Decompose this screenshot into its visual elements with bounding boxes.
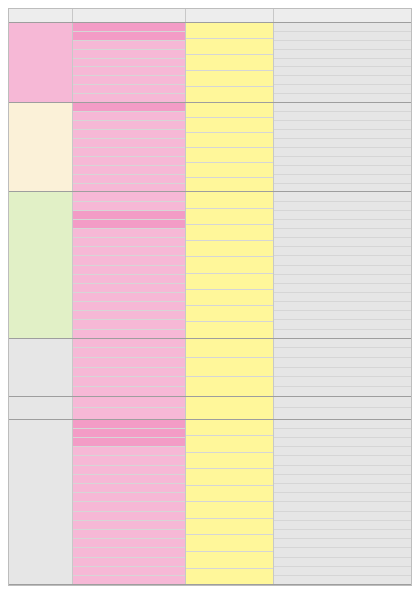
city-vote-cell [186, 358, 273, 377]
next-steps-cell [274, 41, 411, 50]
working-group-cell [73, 130, 185, 139]
working-group-cell [73, 576, 185, 584]
city-vote-cell [186, 469, 273, 486]
working-group-cell [73, 330, 185, 338]
next-steps-cell [274, 112, 411, 121]
working-group-cell [73, 275, 185, 284]
working-group-cell [73, 311, 185, 320]
next-steps-cell [274, 567, 411, 576]
working-group-cell [73, 112, 185, 121]
working-group-cell [73, 456, 185, 465]
table-section [9, 397, 411, 420]
city-vote-cell [186, 519, 273, 536]
working-group-cell [73, 475, 185, 484]
city-vote-cell [186, 55, 273, 71]
working-group-column [73, 23, 186, 102]
city-vote-cell [186, 322, 273, 337]
section-label [9, 420, 72, 424]
next-steps-cell [274, 211, 411, 220]
city-vote-cell [186, 420, 273, 437]
next-steps-cell [274, 466, 411, 475]
city-vote-cell [186, 39, 273, 55]
table-body [9, 23, 411, 585]
next-steps-cell [274, 50, 411, 59]
working-group-cell [73, 192, 185, 201]
next-steps-cell [274, 358, 411, 368]
next-steps-column [274, 23, 411, 102]
next-steps-cell [274, 148, 411, 157]
next-steps-cell [274, 521, 411, 530]
working-group-cell [73, 466, 185, 475]
city-vote-cell [186, 569, 273, 584]
working-group-cell [73, 85, 185, 94]
next-steps-cell [274, 429, 411, 438]
working-group-cell [73, 175, 185, 184]
working-group-cell [73, 348, 185, 358]
next-steps-cell [274, 121, 411, 130]
working-group-cell [73, 256, 185, 265]
working-group-cell [73, 32, 185, 41]
section-label-cell [9, 397, 73, 419]
table-section [9, 23, 411, 103]
next-steps-cell [274, 23, 411, 32]
table-section [9, 192, 411, 338]
table-section [9, 339, 411, 397]
next-steps-column [274, 397, 411, 419]
working-group-cell [73, 211, 185, 220]
working-group-cell [73, 502, 185, 511]
working-group-cell [73, 76, 185, 85]
city-vote-cell [186, 23, 273, 39]
working-group-cell [73, 220, 185, 229]
next-steps-column [274, 192, 411, 337]
working-group-column [73, 192, 186, 337]
working-group-cell [73, 166, 185, 175]
next-steps-cell [274, 348, 411, 358]
next-steps-cell [274, 475, 411, 484]
next-steps-cell [274, 67, 411, 76]
next-steps-cell [274, 493, 411, 502]
next-steps-cell [274, 420, 411, 429]
city-vote-cell [186, 436, 273, 453]
working-group-cell [73, 103, 185, 112]
next-steps-cell [274, 311, 411, 320]
recommendations-table [8, 8, 412, 586]
next-steps-cell [274, 530, 411, 539]
working-group-cell [73, 184, 185, 192]
next-steps-cell [274, 397, 411, 409]
section-label-cell [9, 192, 73, 337]
working-group-cell [73, 247, 185, 256]
next-steps-cell [274, 266, 411, 275]
city-vote-cell [186, 163, 273, 178]
next-steps-cell [274, 368, 411, 378]
working-group-cell [73, 420, 185, 429]
city-vote-cell [186, 209, 273, 225]
section-label [9, 23, 72, 27]
working-group-cell [73, 408, 185, 419]
city-vote-cell [186, 225, 273, 241]
section-label-cell [9, 103, 73, 191]
working-group-cell [73, 320, 185, 329]
next-steps-cell [274, 76, 411, 85]
working-group-cell [73, 521, 185, 530]
city-vote-cell [186, 290, 273, 306]
city-vote-cell [186, 241, 273, 257]
next-steps-cell [274, 166, 411, 175]
city-vote-cell [186, 87, 273, 102]
working-group-cell [73, 429, 185, 438]
working-group-cell [73, 339, 185, 349]
city-vote-cell [186, 377, 273, 395]
city-vote-cell [186, 148, 273, 163]
next-steps-cell [274, 184, 411, 192]
working-group-cell [73, 548, 185, 557]
next-steps-cell [274, 438, 411, 447]
working-group-cell [73, 358, 185, 368]
city-vote-cell [186, 552, 273, 569]
section-label-cell [9, 339, 73, 396]
working-group-cell [73, 229, 185, 238]
working-group-cell [73, 94, 185, 102]
table-header-row [9, 9, 411, 23]
city-vote-cell [186, 192, 273, 208]
working-group-column [73, 397, 186, 419]
next-steps-column [274, 420, 411, 584]
working-group-cell [73, 387, 185, 396]
working-group-cell [73, 23, 185, 32]
working-group-cell [73, 567, 185, 576]
next-steps-cell [274, 94, 411, 102]
next-steps-cell [274, 175, 411, 184]
city-vote-cell [186, 535, 273, 552]
next-steps-cell [274, 408, 411, 419]
next-steps-cell [274, 387, 411, 396]
next-steps-cell [274, 192, 411, 201]
city-vote-cell [186, 397, 273, 419]
next-steps-cell [274, 256, 411, 265]
section-label [9, 192, 72, 196]
working-group-cell [73, 512, 185, 521]
next-steps-cell [274, 377, 411, 387]
next-steps-cell [274, 456, 411, 465]
next-steps-cell [274, 302, 411, 311]
working-group-cell [73, 59, 185, 68]
next-steps-cell [274, 59, 411, 68]
city-vote-cell [186, 118, 273, 133]
working-group-cell [73, 447, 185, 456]
next-steps-cell [274, 220, 411, 229]
next-steps-cell [274, 229, 411, 238]
city-vote-cell [186, 133, 273, 148]
working-group-cell [73, 139, 185, 148]
next-steps-cell [274, 284, 411, 293]
header-col-recommendations-next-steps [274, 9, 411, 22]
table-section [9, 103, 411, 192]
working-group-column [73, 103, 186, 191]
header-col-city-state-vote [186, 9, 274, 22]
city-vote-cell [186, 339, 273, 358]
working-group-cell [73, 50, 185, 59]
next-steps-cell [274, 320, 411, 329]
next-steps-cell [274, 447, 411, 456]
next-steps-cell [274, 130, 411, 139]
section-label-cell [9, 23, 73, 102]
next-steps-cell [274, 139, 411, 148]
working-group-column [73, 420, 186, 584]
working-group-column [73, 339, 186, 396]
next-steps-cell [274, 502, 411, 511]
section-label-cell [9, 420, 73, 584]
city-vote-column [186, 192, 274, 337]
working-group-cell [73, 238, 185, 247]
city-vote-cell [186, 306, 273, 322]
working-group-cell [73, 41, 185, 50]
next-steps-cell [274, 548, 411, 557]
next-steps-cell [274, 32, 411, 41]
next-steps-cell [274, 539, 411, 548]
next-steps-column [274, 103, 411, 191]
next-steps-cell [274, 103, 411, 112]
working-group-cell [73, 284, 185, 293]
working-group-cell [73, 202, 185, 211]
working-group-cell [73, 558, 185, 567]
next-steps-cell [274, 238, 411, 247]
working-group-cell [73, 121, 185, 130]
next-steps-cell [274, 293, 411, 302]
city-vote-cell [186, 178, 273, 192]
next-steps-cell [274, 576, 411, 584]
working-group-cell [73, 438, 185, 447]
city-vote-cell [186, 71, 273, 87]
next-steps-column [274, 339, 411, 396]
next-steps-cell [274, 558, 411, 567]
next-steps-cell [274, 339, 411, 349]
next-steps-cell [274, 157, 411, 166]
city-vote-column [186, 420, 274, 584]
header-col-conference-recommendations [9, 9, 73, 22]
next-steps-cell [274, 85, 411, 94]
next-steps-cell [274, 330, 411, 338]
header-col-working-group-recommendations [73, 9, 186, 22]
working-group-cell [73, 293, 185, 302]
working-group-cell [73, 484, 185, 493]
working-group-cell [73, 148, 185, 157]
city-vote-column [186, 103, 274, 191]
working-group-cell [73, 302, 185, 311]
working-group-cell [73, 368, 185, 378]
city-vote-cell [186, 486, 273, 503]
section-label [9, 103, 72, 107]
next-steps-cell [274, 512, 411, 521]
city-vote-column [186, 23, 274, 102]
working-group-cell [73, 493, 185, 502]
city-vote-cell [186, 502, 273, 519]
city-vote-cell [186, 274, 273, 290]
next-steps-cell [274, 202, 411, 211]
city-vote-cell [186, 257, 273, 273]
city-vote-cell [186, 103, 273, 118]
table-section [9, 420, 411, 585]
working-group-cell [73, 157, 185, 166]
next-steps-cell [274, 484, 411, 493]
working-group-cell [73, 377, 185, 387]
next-steps-cell [274, 275, 411, 284]
working-group-cell [73, 397, 185, 409]
next-steps-cell [274, 247, 411, 256]
section-label [9, 339, 72, 343]
section-label [9, 397, 72, 401]
city-vote-column [186, 339, 274, 396]
city-vote-cell [186, 453, 273, 470]
working-group-cell [73, 539, 185, 548]
working-group-cell [73, 67, 185, 76]
working-group-cell [73, 266, 185, 275]
city-vote-column [186, 397, 274, 419]
working-group-cell [73, 530, 185, 539]
